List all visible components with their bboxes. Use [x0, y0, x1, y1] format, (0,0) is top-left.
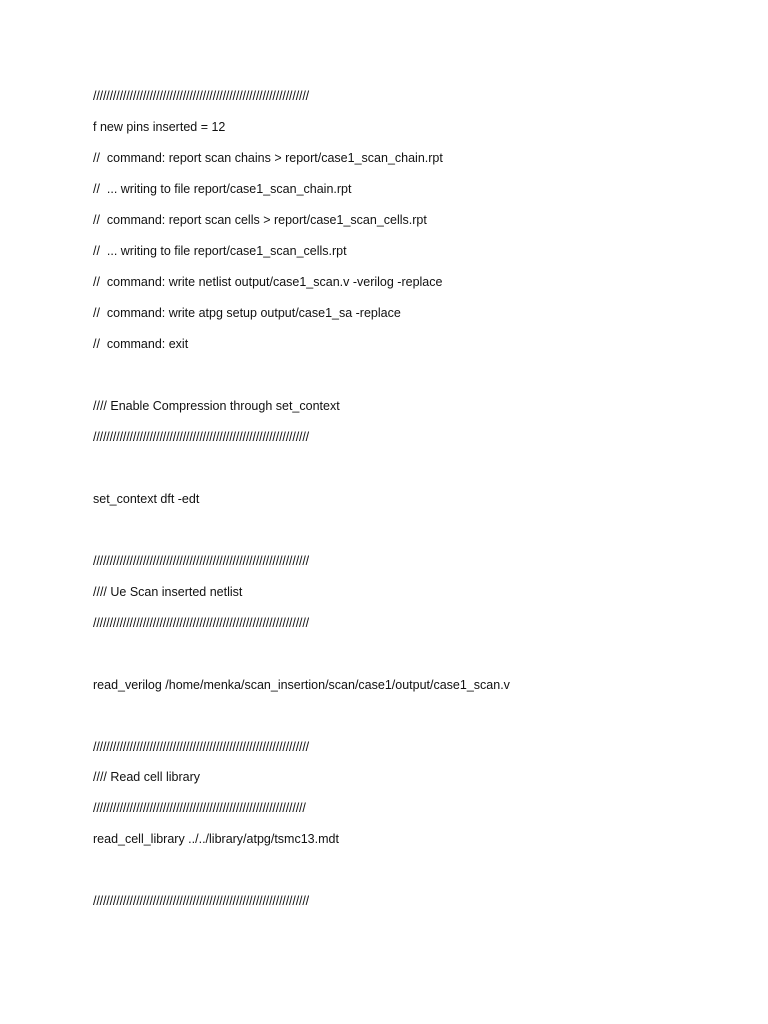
section-heading: //// Enable Compression through set_context [93, 399, 340, 413]
section-heading: //// Ue Scan inserted netlist [93, 585, 243, 599]
separator-line: ///////////////////////////////////////////////////////////////// [93, 616, 309, 630]
comment-line: // command: write atpg setup output/case1_sa -replace [93, 306, 401, 320]
log-line: f new pins inserted = 12 [93, 120, 226, 134]
command-line: read_verilog /home/menka/scan_insertion/scan/case1/output/case1_scan.v [93, 678, 510, 692]
comment-line: // command: exit [93, 337, 189, 351]
comment-line: // ... writing to file report/case1_scan_chain.rpt [93, 182, 352, 196]
command-line: set_context dft -edt [93, 492, 200, 506]
section-heading: //// Read cell library [93, 770, 200, 784]
comment-line: // command: report scan cells > report/case1_scan_cells.rpt [93, 213, 427, 227]
separator-line: ///////////////////////////////////////////////////////////////// [93, 89, 309, 103]
separator-line: ///////////////////////////////////////////////////////////////// [93, 554, 309, 568]
separator-line: ///////////////////////////////////////////////////////////////// [93, 894, 309, 908]
separator-line: ///////////////////////////////////////////////////////////////// [93, 430, 309, 444]
separator-line: ///////////////////////////////////////////////////////////////// [93, 740, 309, 754]
comment-line: // command: write netlist output/case1_scan.v -verilog -replace [93, 275, 443, 289]
comment-line: // command: report scan chains > report/case1_scan_chain.rpt [93, 151, 443, 165]
command-line: read_cell_library ../../library/atpg/tsmc13.mdt [93, 832, 339, 846]
separator-line: //////////////////////////////////////////////////////////////// [93, 801, 306, 815]
comment-line: // ... writing to file report/case1_scan_cells.rpt [93, 244, 347, 258]
